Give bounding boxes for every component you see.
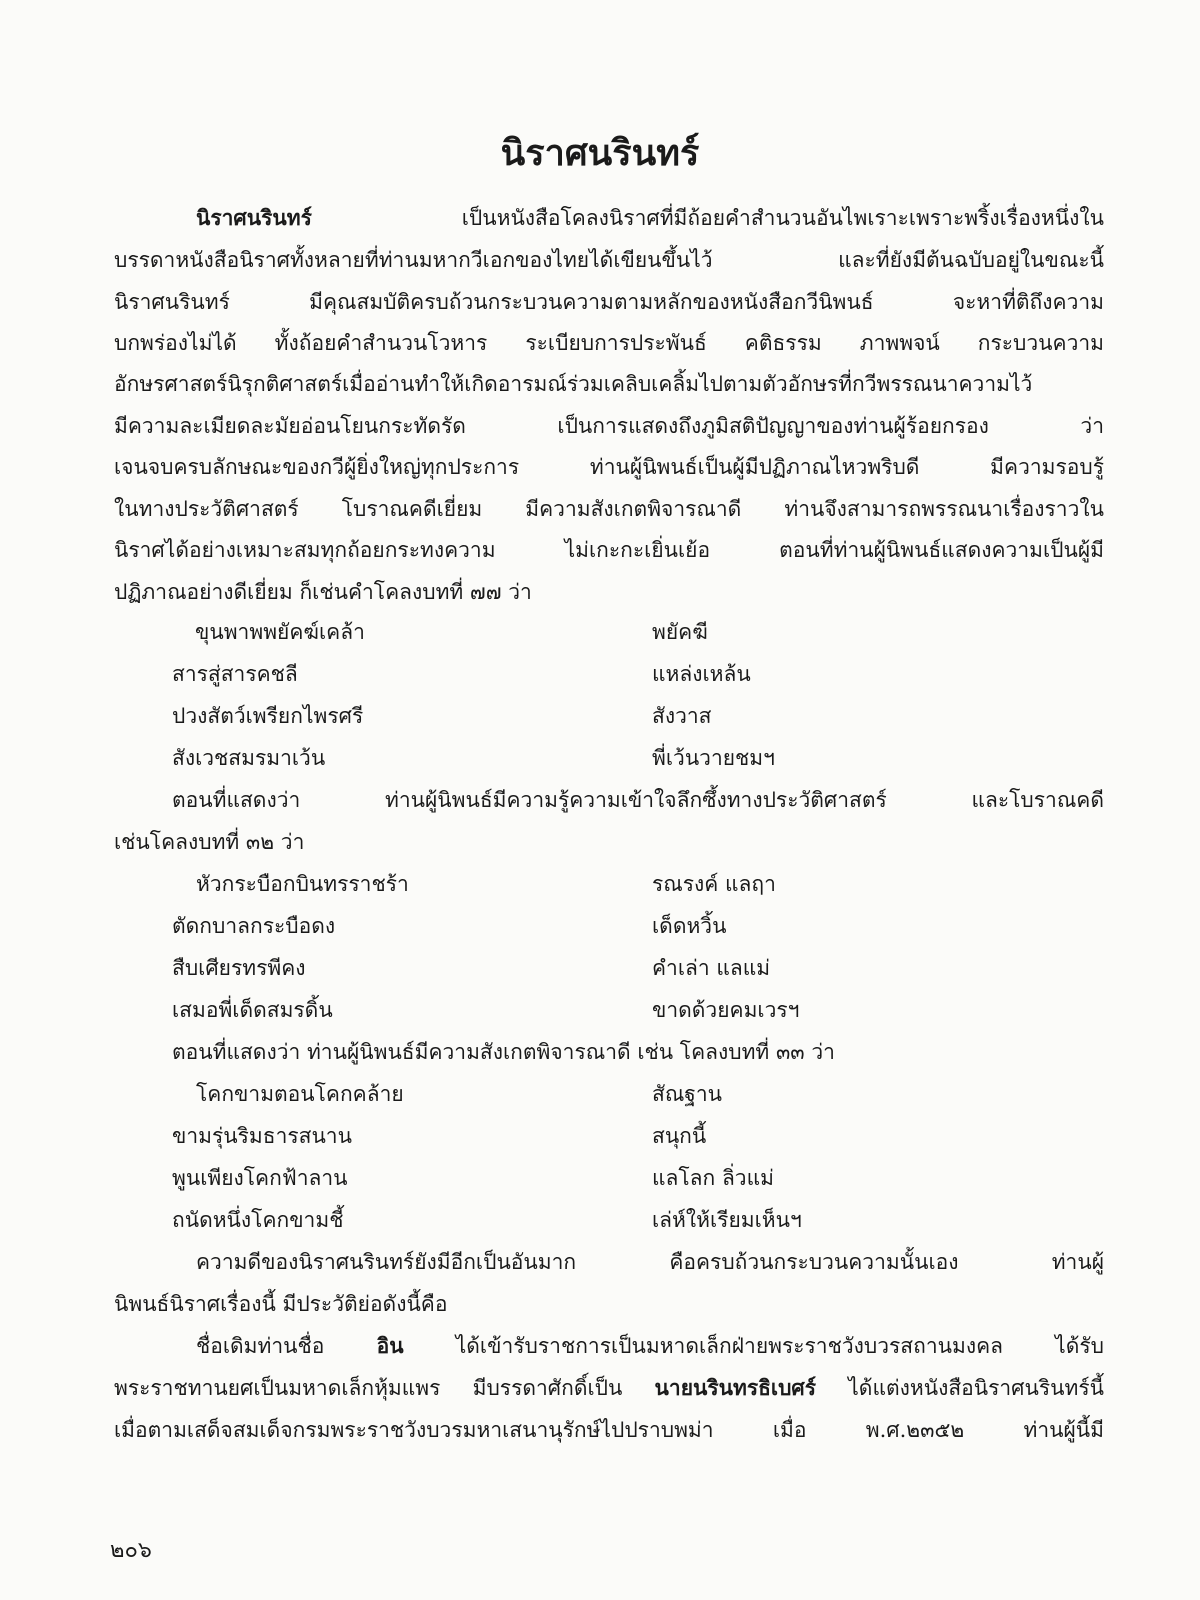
verse-right: แหล่งเหล้น <box>652 662 751 686</box>
page-number: ๒๐๖ <box>110 1538 152 1563</box>
text-span: ได้แต่งหนังสือนิราศนรินทร์นี้ <box>816 1376 1104 1400</box>
text-line: บรรดาหนังสือนิราศทั้งหลายที่ท่านมหากวีเอกของไทยได้เขียนขึ้นไว้ และที่ยังมีต้นฉบับอยู่ในขณะนี้ <box>114 248 1104 272</box>
verse-right: แลโลก ลิ่วแม่ <box>652 1166 774 1190</box>
verse-right: ขาดด้วยคมเวรฯ <box>652 998 800 1022</box>
text-line: ตอนที่แสดงว่า ท่านผู้นิพนธ์มีความสังเกตพิจารณาดี เช่น โคลงบทที่ ๓๓ ว่า <box>172 1040 835 1064</box>
verse-left: ขามรุ่นริมธารสนาน <box>172 1124 352 1148</box>
verse-left: เสมอพี่เด็ดสมรดิ้น <box>172 998 333 1022</box>
verse-right: สัณฐาน <box>652 1082 723 1106</box>
text-line <box>196 1326 1104 1366</box>
verse-right: สังวาส <box>652 704 712 728</box>
text-line: อักษรศาสตร์นิรุกติศาสตร์เมื่ออ่านทำให้เกิดอารมณ์ร่วมเคลิบเคลิ้มไปตามตัวอักษรที่กวีพรรณนาความไว้ <box>114 372 1033 396</box>
text-span: ได้เข้ารับราชการเป็นมหาดเล็กฝ่ายพระราชวังบวรสถานมงคล ได้รับ <box>403 1334 1104 1358</box>
verse-right: พยัคฆี <box>652 620 708 644</box>
verse-right: เล่ห์ให้เรียมเห็นฯ <box>652 1208 802 1232</box>
text-line <box>114 1368 1104 1408</box>
text-line: เจนจบครบลักษณะของกวีผู้ยิ่งใหญ่ทุกประการ ท่านผู้นิพนธ์เป็นผู้มีปฏิภาณไหวพริบดี มีความรอบรู้ <box>114 455 1104 479</box>
page-title: นิราศนรินทร์ <box>500 132 700 174</box>
text-line: นิราศได้อย่างเหมาะสมทุกถ้อยกระทงความ ไม่เกะกะเยิ่นเย้อ ตอนที่ท่านผู้นิพนธ์แสดงความเป็นผู้มี <box>114 538 1104 562</box>
verse-left: สืบเศียรทรพีคง <box>172 956 306 980</box>
verse-left: สังเวชสมรมาเว้น <box>172 746 326 770</box>
text-line: ความดีของนิราศนรินทร์ยังมีอีกเป็นอันมาก คือครบถ้วนกระบวนความนั้นเอง ท่านผู้ <box>196 1250 1104 1274</box>
verse-left: พูนเพียงโคกฟ้าลาน <box>172 1166 348 1190</box>
text-line: มีความละเมียดละมัยอ่อนโยนกระทัดรัด เป็นการแสดงถึงภูมิสติปัญญาของท่านผู้ร้อยกรอง ว่า <box>114 414 1104 438</box>
verse-right: รณรงค์ แลฤา <box>652 872 776 896</box>
verse-right: พี่เว้นวายชมฯ <box>652 746 775 770</box>
verse-left: ตัดกบาลกระบือดง <box>172 914 336 938</box>
verse-right: เด็ดหวิ้น <box>652 914 727 938</box>
verse-left: สารสู่สารคชลี <box>172 662 298 686</box>
text-line: ปฏิภาณอย่างดีเยี่ยม ก็เช่นคำโคลงบทที่ ๗๗ ว่า <box>114 580 532 604</box>
bold-term: นิราศนรินทร์ <box>196 205 312 230</box>
text-line: นิพนธ์นิราศเรื่องนี้ มีประวัติย่อดังนี้คือ <box>114 1292 448 1316</box>
text-line: เมื่อตามเสด็จสมเด็จกรมพระราชวังบวรมหาเสนานุรักษ์ไปปราบพม่า เมื่อ พ.ศ.๒๓๕๒ ท่านผู้นี้มี <box>114 1418 1104 1442</box>
text-line: นิราศนรินทร์ มีคุณสมบัติครบถ้วนกระบวนความตามหลักของหนังสือกวีนิพนธ์ จะหาที่ติถึงความ <box>114 290 1104 314</box>
text-line: เช่นโคลงบทที่ ๓๒ ว่า <box>114 830 305 854</box>
bold-term: นายนรินทรธิเบศร์ <box>654 1375 817 1400</box>
text-line <box>196 198 1104 238</box>
text-span: ชื่อเดิมท่านชื่อ <box>196 1334 377 1358</box>
verse-right: สนุกนี้ <box>652 1124 707 1148</box>
text-line: ในทางประวัติศาสตร์ โบราณคดีเยี่ยม มีความสังเกตพิจารณาดี ท่านจึงสามารถพรรณนาเรื่องราวใน <box>114 497 1104 521</box>
text-line: ตอนที่แสดงว่า ท่านผู้นิพนธ์มีความรู้ความเข้าใจลึกซึ้งทางประวัติศาสตร์ และโบราณคดี <box>172 788 1104 812</box>
text-span: เป็นหนังสือโคลงนิราศที่มีถ้อยคำสำนวนอันไพเราะเพราะพริ้งเรื่องหนึ่งใน <box>311 206 1104 230</box>
verse-left: ปวงสัตว์เพรียกไพรศรี <box>172 704 364 728</box>
text-span: พระราชทานยศเป็นมหาดเล็กหุ้มแพร มีบรรดาศักดิ์เป็น <box>114 1376 655 1400</box>
bold-term: อิน <box>376 1333 404 1358</box>
verse-right: คำเล่า แลแม่ <box>652 956 771 980</box>
verse-left: ถนัดหนึ่งโคกขามชี้ <box>172 1208 344 1232</box>
verse-left: โคกขามตอนโคกคล้าย <box>196 1082 404 1106</box>
verse-left: ขุนพาพพยัคฆ์เคล้า <box>195 620 365 644</box>
text-line: บกพร่องไม่ได้ ทั้งถ้อยคำสำนวนโวหาร ระเบียบการประพันธ์ คติธรรม ภาพพจน์ กระบวนความ <box>114 331 1104 355</box>
verse-left: หัวกระบือกบินทรราชร้า <box>196 872 409 896</box>
